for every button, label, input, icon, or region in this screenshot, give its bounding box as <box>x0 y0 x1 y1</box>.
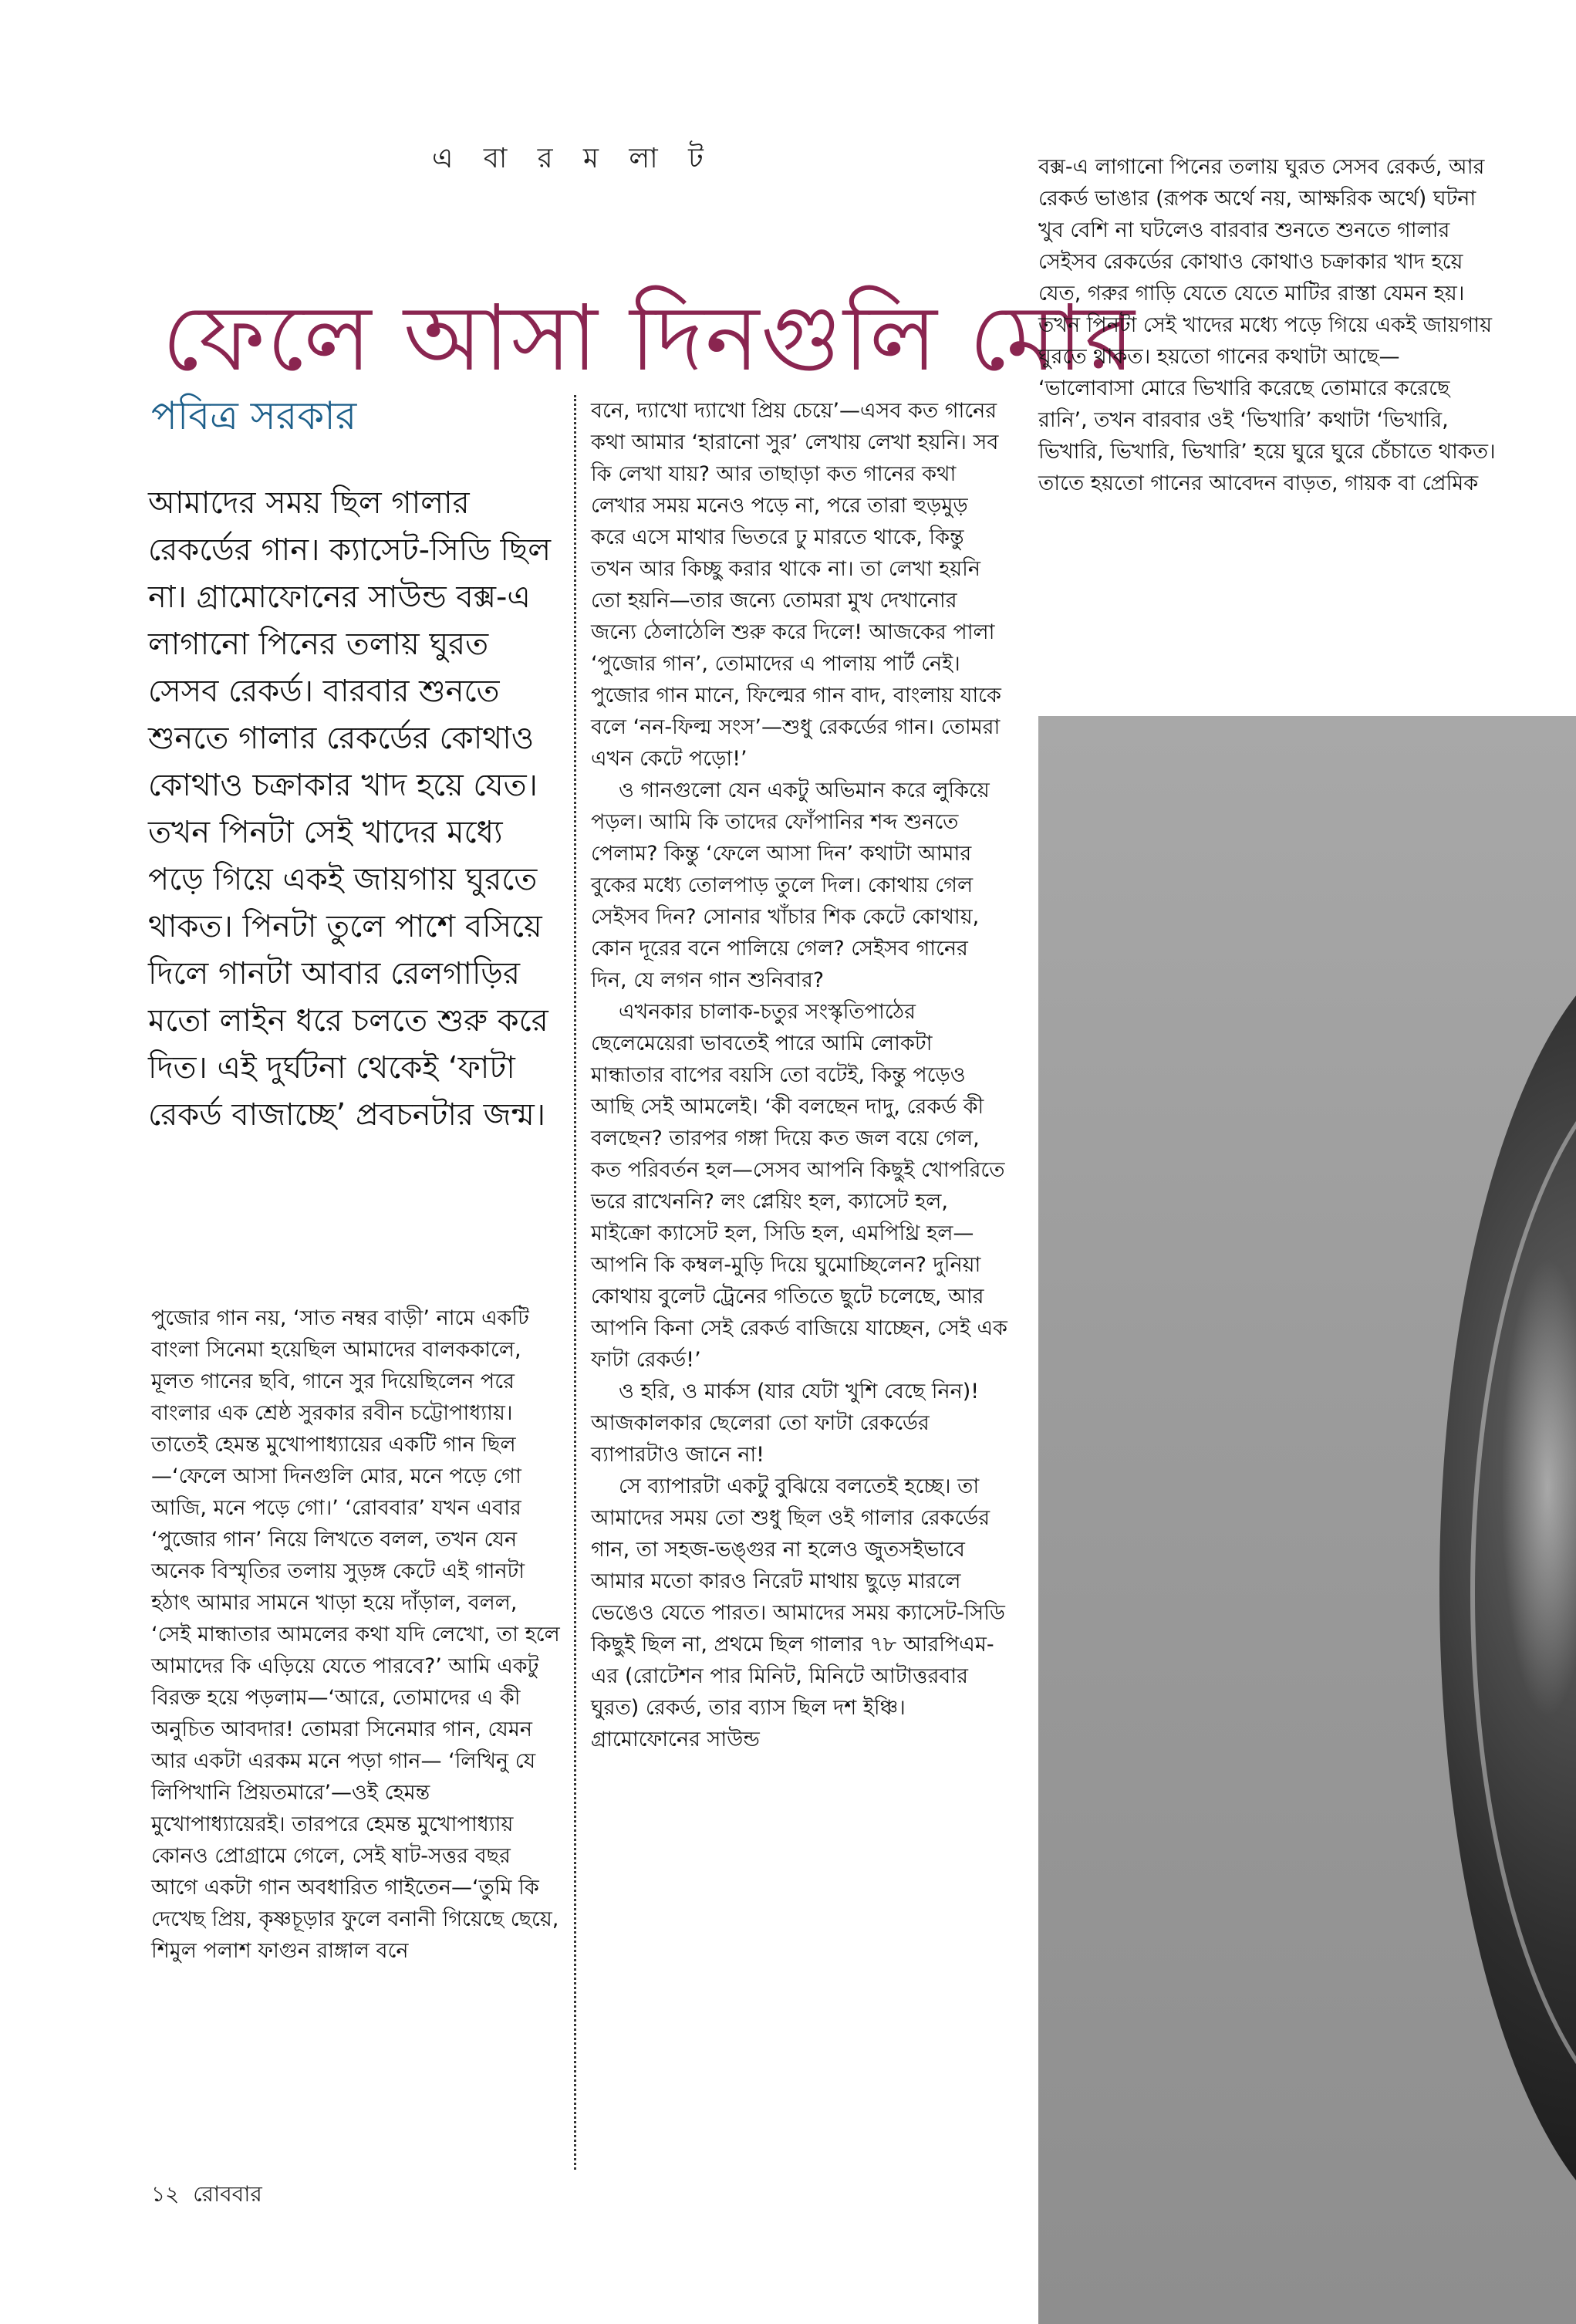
page-number: ১২ <box>151 2181 180 2207</box>
section-kicker: এ বা র ম লা ট <box>432 143 714 174</box>
article-column-2 <box>591 395 1007 1755</box>
column-divider <box>574 395 576 2170</box>
body-paragraph: এখনকার চালাক-চতুর সংস্কৃতিপাঠের ছেলেমেয়েরা ভাবতেই পারে আমি লোকটা মান্ধাতার বাপের বয়সি তো বটেই, কিন্তু পড়েও আছি সেই আমলেই। ‘কী বলছেন দাদু, রেকর্ড কী বলছেন? তারপর গঙ্গা দিয়ে কত জল বয়ে গেল, কত পরিবর্তন হল—সেসব আপনি কিছুই খোপরিতে ভরে রাখেননি? লং প্লেয়িং হল, ক্যাসেট হল, মাইক্রো ক্যাসেট হল, সিডি হল, এমপিথ্রি হল—আপনি কি কম্বল-মুড়ি দিয়ে ঘুমোচ্ছিলেন? দুনিয়া কোথায় বুলেট ট্রেনের গতিতে ছুটে চলেছে, আর আপনি কিনা সেই রেকর্ড বাজিয়ে যাচ্ছেন, সেই এক ফাটা রেকর্ড!’ <box>591 1000 1007 1372</box>
body-paragraph: সে ব্যাপারটা একটু বুঝিয়ে বলতেই হচ্ছে। তা আমাদের সময় তো শুধু ছিল ওই গালার রেকর্ডের গান, তা সহজ-ভঙ্গুর না হলেও জুতসইভাবে আমার মতো কারও নিরেট মাথায় ছুড়ে মারলে ভেঙেও যেতে পারত। আমাদের সময় ক্যাসেট-সিডি কিছুই ছিল না, প্রথমে ছিল গালার ৭৮ আরপিএম-এর (রোটেশন পার মিনিট, মিনিটে আটাত্তরবার ঘুরত) রেকর্ড, তার ব্যাস ছিল দশ ইঞ্চি। গ্রামোফোনের সাউন্ড <box>591 1474 1005 1751</box>
gramophone-record-photo <box>1038 716 1576 2324</box>
body-paragraph: বনে, দ্যাখো দ্যাখো প্রিয় চেয়ে’—এসব কত গানের কথা আমার ‘হারানো সুর’ লেখায় লেখা হয়নি। সব কি লেখা যায়? আর তাছাড়া কত গানের কথা লেখার সময় মনেও পড়ে না, পরে তারা হুড়মুড় করে এসে মাথার ভিতরে ঢু মারতে থাকে, কিন্তু তখন আর কিচ্ছু করার থাকে না। তা লেখা হয়নি তো হয়নি—তার জন্যে তোমরা মুখ দেখানোর জন্যে ঠেলাঠেলি শুরু করে দিলে! আজকের পালা ‘পুজোর গান’, তোমাদের এ পালায় পার্ট নেই। পুজোর গান মানে, ফিল্মের গান বাদ, বাংলায় যাকে বলে ‘নন-ফিল্ম সংস’—শুধু রেকর্ডের গান। তোমরা এখন কেটে পড়ো!’ <box>591 399 1001 771</box>
article-column-1 <box>151 1302 560 1967</box>
body-paragraph: পুজোর গান নয়, ‘সাত নম্বর বাড়ী’ নামে একটি বাংলা সিনেমা হয়েছিল আমাদের বালককালে, মূলত গানের ছবি, গানে সুর দিয়েছিলেন পরে বাংলার এক শ্রেষ্ঠ সুরকার রবীন চট্টোপাধ্যায়। তাতেই হেমন্ত মুখোপাধ্যায়ের একটি গান ছিল—‘ফেলে আসা দিনগুলি মোর, মনে পড়ে গো আজি, মনে পড়ে গো।’ ‘রোববার’ যখন এবার ‘পুজোর গান’ নিয়ে লিখতে বলল, তখন যেন অনেক বিস্মৃতির তলায় সুড়ঙ্গ কেটে এই গানটা হঠাৎ আমার সামনে খাড়া হয়ে দাঁড়াল, বলল, ‘সেই মান্ধাতার আমলের কথা যদি লেখো, তা হলে আমাদের কি এড়িয়ে যেতে পারবে?’ আমি একটু বিরক্ত হয়ে পড়লাম—‘আরে, তোমাদের এ কী অনুচিত আবদার! তোমরা সিনেমার গান, যেমন আর একটা এরকম মনে পড়া গান— ‘লিখিনু যে লিপিখানি প্রিয়তমারে’—ওই হেমন্ত মুখোপাধ্যায়েরই। তারপরে হেমন্ত মুখোপাধ্যায় কোনও প্রোগ্রামে গেলে, সেই ষাট-সত্তর বছর আগে একটা গান অবধারিত গাইতেন—‘তুমি কি দেখেছ প্রিয়, কৃষ্ণচূড়ার ফুলে বনানী গিয়েছে ছেয়ে, শিমুল পলাশ ফাগুন রাঙ্গাল বনে <box>151 1306 560 1963</box>
body-paragraph: ও হরি, ও মার্কস (যার যেটা খুশি বেছে নিন)! আজকালকার ছেলেরা তো ফাটা রেকর্ডের ব্যাপারটাও জানে না! <box>591 1380 980 1467</box>
headline: ফেলে আসা দিনগুলি মোর <box>162 285 1136 392</box>
body-paragraph: বক্স-এ লাগানো পিনের তলায় ঘুরত সেসব রেকর্ড, আর রেকর্ড ভাঙার (রূপক অর্থে নয়, আক্ষরিক অর্থে) ঘটনা খুব বেশি না ঘটলেও বারবার শুনতে শুনতে গালার সেইসব রেকর্ডের কোথাও কোথাও চক্রাকার খাদ হয়ে যেত, গরুর গাড়ি যেতে যেতে মাটির রাস্তা যেমন হয়। তখন পিনটা সেই খাদের মধ্যে পড়ে গিয়ে একই জায়গায় ঘুরতে থাকত। হয়তো গানের কথাটা আছে— ‘ভালোবাসা মোরে ভিখারি করেছে তোমারে করেছে রানি’, তখন বারবার ওই ‘ভিখারি’ কথাটা ‘ভিখারি, ভিখারি, ভিখারি, ভিখারি’ হয়ে ঘুরে ঘুরে চেঁচাতে থাকত। তাতে হয়তো গানের আবেদন বাড়ত, গায়ক বা প্রেমিক <box>1038 155 1496 495</box>
lead-paragraph: আমাদের সময় ছিল গালার রেকর্ডের গান। ক্যাসেট-সিডি ছিল না। গ্রামোফোনের সাউন্ড বক্স-এ লাগানো পিনের তলায় ঘুরত সেসব রেকর্ড। বারবার শুনতে শুনতে গালার রেকর্ডের কোথাও কোথাও চক্রাকার খাদ হয়ে যেত। তখন পিনটা সেই খাদের মধ্যে পড়ে গিয়ে একই জায়গায় ঘুরতে থাকত। পিনটা তুলে পাশে বসিয়ে দিলে গানটা আবার রেলগাড়ির মতো লাইন ধরে চলতে শুরু করে দিত। এই দুর্ঘটনা থেকেই ‘ফাটা রেকর্ড বাজাচ্ছে’ প্রবচনটার জন্ম। <box>148 485 552 1133</box>
author-byline: পবিত্র সরকার <box>151 394 357 438</box>
page-folio <box>151 2177 262 2214</box>
article-column-3 <box>1038 151 1501 499</box>
magazine-name: রোববার <box>193 2181 262 2207</box>
body-paragraph: ও গানগুলো যেন একটু অভিমান করে লুকিয়ে পড়ল। আমি কি তাদের ফোঁপানির শব্দ শুনতে পেলাম? কিন্তু ‘ফেলে আসা দিন’ কথাটা আমার বুকের মধ্যে তোলপাড় তুলে দিল। কোথায় গেল সেইসব দিন? সোনার খাঁচার শিক কেটে কোথায়, কোন দূরের বনে পালিয়ে গেল? সেইসব গানের দিন, যে লগন গান শুনিবার? <box>591 779 990 992</box>
